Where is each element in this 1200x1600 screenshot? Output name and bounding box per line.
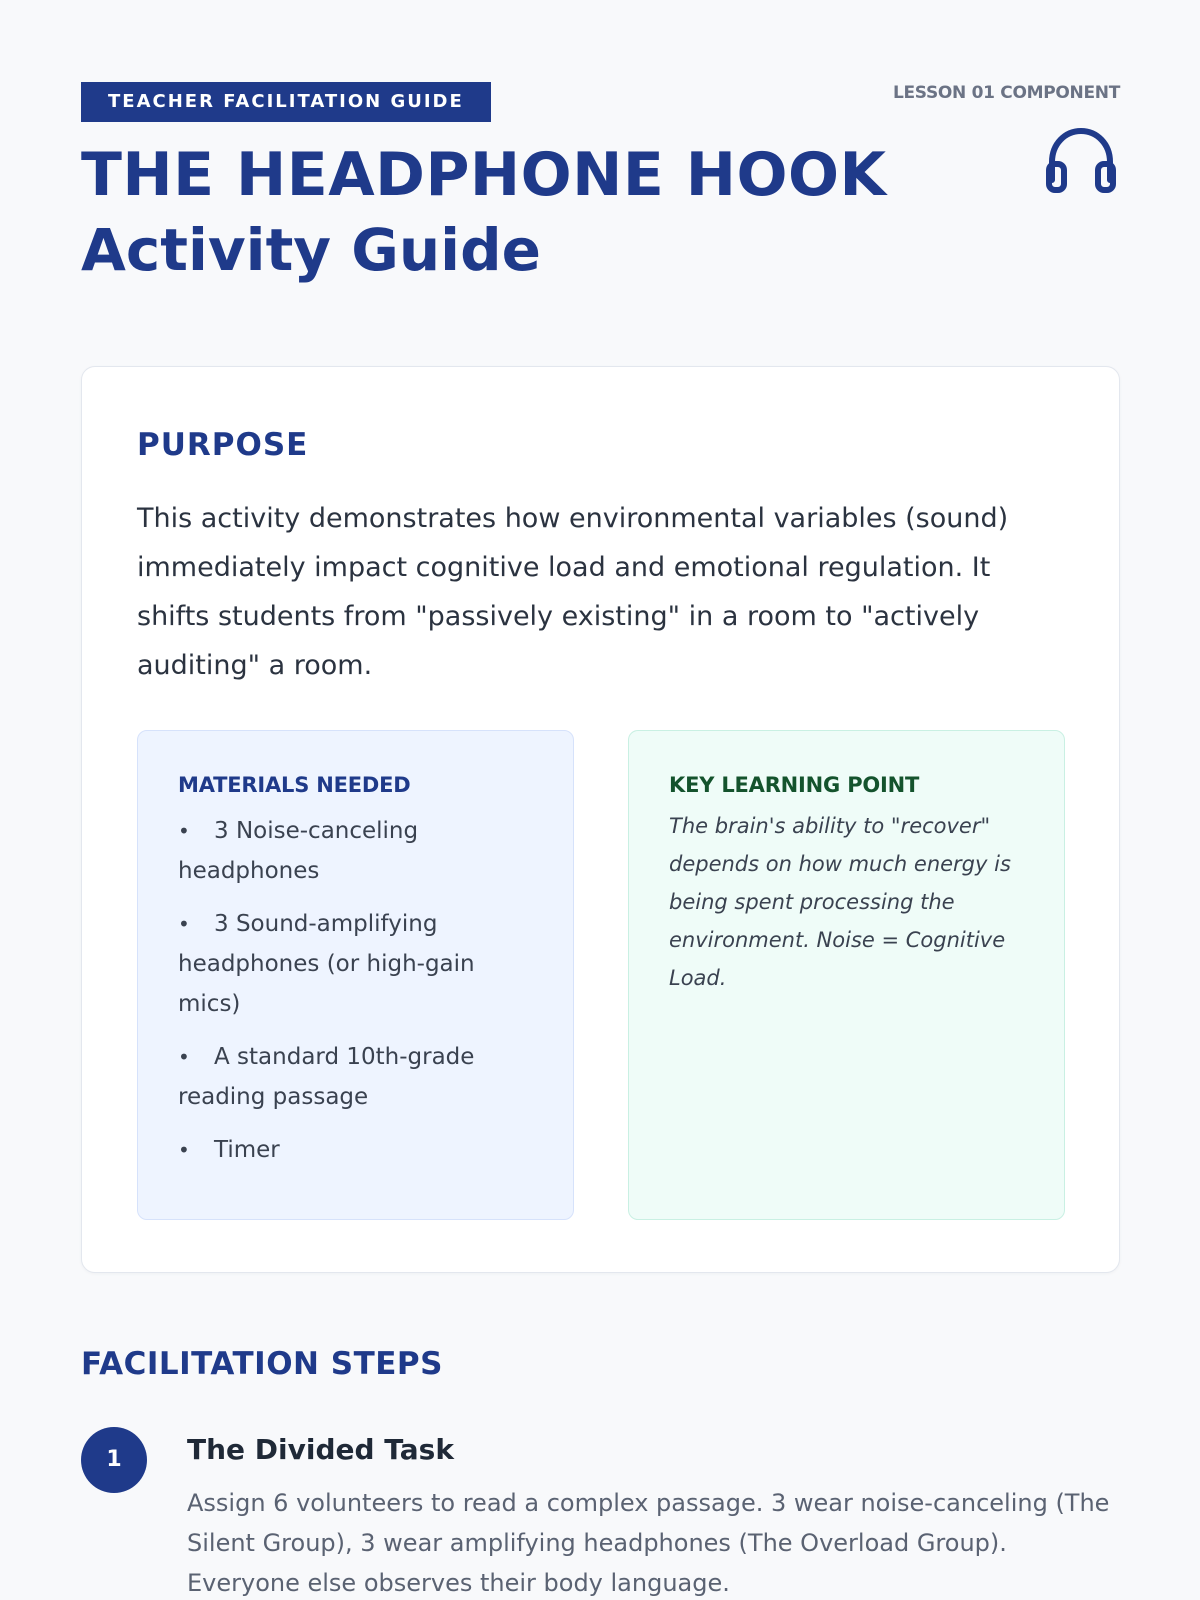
step-description: Assign 6 volunteers to read a complex passage. 3 wear noise-canceling (The Silent Group), 3 wear amplifying headphones (The Overload Group). Everyone else observes their body language. <box>187 1489 1110 1597</box>
materials-item <box>178 1130 533 1170</box>
headphones-icon <box>1046 126 1116 194</box>
materials-item-text: 3 Sound-amplifying headphones (or high-gain mics) <box>178 911 475 1017</box>
key-learning-box <box>628 730 1065 1220</box>
bullet-icon: • <box>178 819 190 843</box>
materials-item-text: Timer <box>214 1137 280 1163</box>
page-title-line-2: Activity Guide <box>81 216 541 284</box>
bullet-icon: • <box>178 1045 190 1069</box>
materials-item-text: 3 Noise-canceling headphones <box>178 818 419 884</box>
guide-tag: TEACHER FACILITATION GUIDE <box>81 82 491 122</box>
lesson-component-label: LESSON 01 COMPONENT <box>892 83 1120 103</box>
materials-heading: MATERIALS NEEDED <box>178 773 411 797</box>
step-title: The Divided Task <box>187 1433 454 1466</box>
document-page <box>81 0 1120 1597</box>
step-number-badge: 1 <box>81 1427 147 1493</box>
key-learning-heading: KEY LEARNING POINT <box>669 773 920 797</box>
materials-item <box>178 904 533 1024</box>
materials-item <box>178 1037 533 1117</box>
purpose-card <box>81 366 1120 1273</box>
purpose-heading: PURPOSE <box>137 427 309 463</box>
materials-list <box>178 811 533 1170</box>
page-header <box>81 0 1120 320</box>
page-title <box>81 138 886 288</box>
materials-item-text: A standard 10th-grade reading passage <box>178 1044 475 1110</box>
page-title-line-1: THE HEADPHONE HOOK <box>81 140 887 210</box>
materials-item <box>178 811 533 891</box>
bullet-icon: • <box>178 1138 190 1162</box>
steps-heading: FACILITATION STEPS <box>81 1346 443 1382</box>
purpose-text: This activity demonstrates how environmental variables (sound) immediately impact cognitive load and emotional regulation. It shifts students from "passively existing" in a room to "actively auditing" a room. <box>137 503 1009 681</box>
key-learning-text: The brain's ability to "recover" depends on how much energy is being spent processing the environment. Noise = Cognitive Load. <box>669 814 1011 990</box>
materials-box <box>137 730 574 1220</box>
bullet-icon: • <box>178 912 190 936</box>
